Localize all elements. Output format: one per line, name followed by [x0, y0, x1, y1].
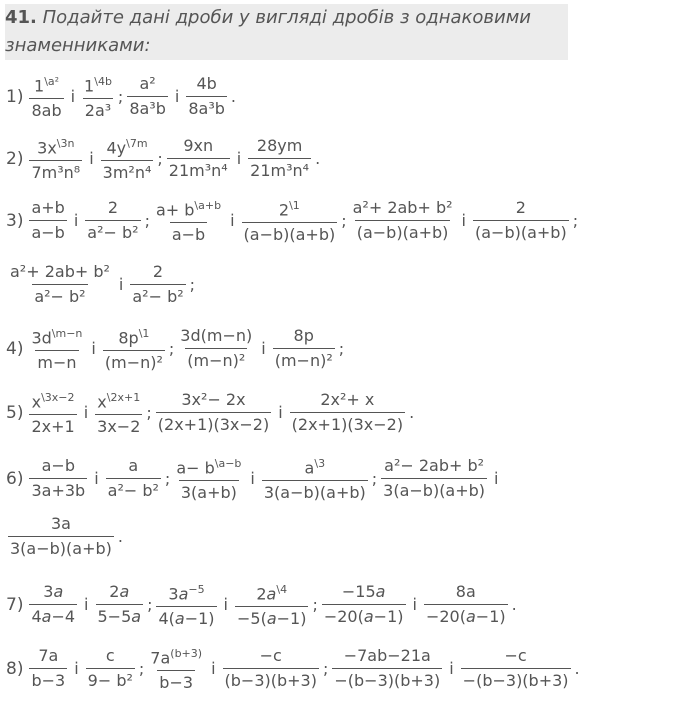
denominator: (2x+1)(3x−2): [290, 412, 405, 435]
fraction: [178, 326, 254, 371]
numerator: $3d^{\backslash m-n}$: [31, 327, 83, 348]
conjunction: і: [118, 275, 124, 294]
punctuation: ;: [338, 339, 345, 359]
punctuation: ;: [371, 469, 378, 489]
denominator: 21m³n⁴: [248, 158, 311, 181]
numerator: $2^{\backslash 1}$: [278, 199, 300, 220]
task-label: 5): [6, 402, 24, 423]
fraction: [127, 74, 168, 119]
punctuation: ;: [164, 469, 171, 489]
fraction: [248, 136, 311, 181]
fraction: [290, 390, 405, 435]
fraction: [82, 72, 114, 121]
numerator: a−b: [41, 456, 75, 476]
denominator: b−3: [29, 668, 67, 691]
denominator: 21m³n⁴: [167, 158, 230, 181]
fraction: [262, 454, 368, 503]
conjunction: і: [74, 659, 79, 679]
denominator: 3m²n⁴: [101, 160, 154, 183]
numerator: 7a: [38, 646, 59, 666]
punctuation: ;: [322, 659, 329, 679]
punctuation: ;: [572, 211, 579, 231]
denominator: a²− b²: [130, 284, 185, 307]
denominator: 5−5a: [96, 604, 144, 627]
numerator: 4b: [196, 74, 217, 94]
fraction: [273, 326, 335, 371]
fraction: [29, 582, 77, 627]
punctuation: ;: [168, 339, 175, 359]
denominator: (a−b)(a+b): [473, 220, 569, 243]
task-label: 2): [6, 148, 24, 169]
numerator: a²+ 2ab+ b²: [352, 198, 453, 218]
task-row: [6, 324, 346, 373]
conjunction: і: [412, 595, 417, 615]
denominator: a−b: [170, 222, 207, 245]
fraction: [461, 646, 571, 691]
numerator: 3x²− 2x: [181, 390, 246, 410]
punctuation: .: [574, 659, 580, 679]
numerator: −c: [504, 646, 527, 666]
fraction: [106, 456, 161, 501]
punctuation: .: [117, 527, 123, 546]
task-row: [6, 388, 416, 437]
task-label: 8): [6, 658, 24, 679]
fraction: [223, 646, 319, 691]
conjunction: і: [174, 87, 180, 107]
numerator: $7a^{(b+3)}$: [150, 647, 203, 668]
conjunction: і: [94, 469, 99, 489]
denominator: 2x+1: [29, 414, 76, 437]
numerator: 2: [152, 262, 164, 281]
numerator: −c: [259, 646, 282, 666]
fraction: [332, 646, 442, 691]
punctuation: .: [315, 149, 321, 169]
denominator: 3x−2: [95, 414, 142, 437]
fraction: [154, 196, 223, 245]
exercise-header: [5, 4, 568, 60]
denominator: m−n: [35, 350, 78, 373]
conjunction: і: [73, 211, 79, 231]
denominator: 8a³b: [186, 96, 227, 119]
task-row: [6, 514, 125, 559]
numerator: −15a: [341, 582, 386, 602]
fraction: [351, 198, 455, 243]
punctuation: ;: [312, 595, 318, 615]
fraction: [156, 390, 271, 435]
denominator: 3(a+b): [179, 480, 239, 503]
conjunction: і: [70, 87, 76, 107]
fraction: [29, 646, 67, 691]
numerator: $x^{\backslash 3x-2}$: [31, 391, 75, 412]
denominator: (m−n)²: [103, 350, 165, 373]
conjunction: і: [83, 403, 89, 423]
fraction: [103, 324, 165, 373]
denominator: −20(a−1): [322, 604, 406, 627]
fraction: [8, 262, 112, 307]
denominator: 3(a−b)(a+b): [262, 480, 368, 503]
exercise-number: 41.: [5, 7, 37, 28]
denominator: 7m³n⁸: [29, 160, 82, 183]
fraction: [101, 134, 154, 183]
fraction: [29, 456, 87, 501]
task-label: 7): [6, 594, 24, 615]
task-row: [6, 644, 582, 693]
fraction: [29, 388, 76, 437]
numerator: $3a^{-5}$: [168, 583, 205, 604]
numerator: $1^{\backslash 4b}$: [84, 75, 112, 96]
conjunction: і: [211, 659, 216, 679]
punctuation: .: [230, 87, 236, 107]
denominator: (2x+1)(3x−2): [156, 412, 271, 435]
fraction: [29, 134, 82, 183]
punctuation: ;: [189, 275, 196, 294]
task-row: [6, 72, 238, 121]
denominator: −20(a−1): [424, 604, 508, 627]
fraction: [148, 644, 204, 693]
numerator: 2: [107, 198, 119, 218]
conjunction: і: [230, 211, 235, 231]
fraction: [96, 582, 144, 627]
punctuation: ;: [117, 87, 124, 107]
fraction: [130, 262, 185, 307]
task-row: [6, 134, 322, 183]
conjunction: і: [250, 469, 255, 489]
denominator: 3(a−b)(a+b): [381, 478, 487, 501]
fraction: [186, 74, 227, 119]
denominator: (a−b)(a+b): [242, 222, 338, 245]
fraction: [156, 580, 216, 629]
fraction: [167, 136, 230, 181]
conjunction: і: [449, 659, 454, 679]
fraction: [381, 456, 487, 501]
numerator: $4y^{\backslash 7m}$: [106, 137, 148, 158]
denominator: −(b−3)(b+3): [332, 668, 442, 691]
numerator: 2a: [109, 582, 130, 602]
numerator: −7ab−21a: [343, 646, 431, 666]
fraction: [29, 324, 84, 373]
conjunction: і: [223, 595, 228, 615]
denominator: 3a+3b: [29, 478, 87, 501]
denominator: 4a−4: [29, 604, 77, 627]
fraction: [86, 646, 135, 691]
fraction: [473, 198, 569, 243]
denominator: a²− b²: [85, 220, 140, 243]
conjunction: і: [278, 403, 283, 423]
denominator: 8a³b: [127, 96, 168, 119]
task-row: [6, 196, 580, 245]
numerator: 3a: [50, 514, 71, 533]
numerator: 2x²+ x: [320, 390, 375, 410]
conjunction: і: [89, 149, 94, 169]
denominator: 3(a−b)(a+b): [8, 536, 114, 559]
fraction: [174, 454, 243, 503]
numerator: a²− 2ab+ b²: [384, 456, 485, 476]
task-row: [6, 580, 519, 629]
numerator: 8a: [455, 582, 476, 602]
denominator: a²− b²: [32, 284, 87, 307]
numerator: 3a: [43, 582, 64, 602]
punctuation: .: [511, 595, 517, 615]
denominator: (b−3)(b+3): [223, 668, 319, 691]
task-label: 4): [6, 338, 24, 359]
task-row: [6, 262, 197, 307]
denominator: −5(a−1): [235, 606, 308, 629]
denominator: −(b−3)(b+3): [461, 668, 571, 691]
numerator: 3d(m−n): [180, 326, 253, 346]
punctuation: ;: [138, 659, 145, 679]
numerator: $a+ b^{\backslash a+b}$: [155, 199, 222, 220]
task-label: 1): [6, 86, 24, 107]
fraction: [424, 582, 508, 627]
fraction: [95, 388, 142, 437]
denominator: 8ab: [29, 98, 63, 121]
fraction: [29, 198, 66, 243]
denominator: a−b: [29, 220, 66, 243]
task-label: 6): [6, 468, 24, 489]
task-label: 3): [6, 210, 24, 231]
conjunction: і: [494, 469, 499, 489]
denominator: a²− b²: [106, 478, 161, 501]
numerator: a: [128, 456, 139, 476]
numerator: a²+ 2ab+ b²: [10, 262, 110, 281]
numerator: a+b: [31, 198, 65, 218]
punctuation: ;: [341, 211, 347, 231]
fraction: [29, 72, 63, 121]
numerator: $8p^{\backslash 1}$: [118, 327, 150, 348]
fraction: [322, 582, 406, 627]
numerator: $1^{\backslash a^2}$: [34, 75, 60, 96]
conjunction: і: [84, 595, 89, 615]
denominator: 2a³: [83, 98, 113, 121]
conjunction: і: [461, 211, 466, 231]
denominator: b−3: [157, 670, 195, 693]
fraction: [85, 198, 140, 243]
numerator: c: [105, 646, 115, 666]
denominator: 4(a−1): [156, 606, 216, 629]
numerator: 8p: [293, 326, 314, 346]
conjunction: і: [91, 339, 96, 359]
punctuation: ;: [144, 211, 150, 231]
numerator: 2: [515, 198, 526, 218]
conjunction: і: [261, 339, 266, 359]
numerator: 28ym: [256, 136, 303, 156]
punctuation: .: [409, 403, 415, 423]
numerator: 9xn: [183, 136, 214, 156]
exercise-text-line2: знаменниками:: [5, 35, 151, 56]
fraction: [242, 196, 338, 245]
exercise-text-line1: Подайте дані дроби у вигляді дробів з однаковими: [42, 7, 531, 28]
numerator: $2a^{\backslash 4}$: [256, 583, 288, 604]
fraction: [235, 580, 308, 629]
denominator: (m−n)²: [273, 348, 335, 371]
punctuation: ;: [157, 149, 163, 169]
punctuation: ;: [146, 403, 152, 423]
numerator: $a- b^{\backslash a-b}$: [176, 457, 242, 478]
conjunction: і: [236, 149, 242, 169]
numerator: $3x^{\backslash 3n}$: [37, 137, 75, 158]
fraction: [8, 514, 114, 559]
numerator: $a^{\backslash 3}$: [304, 457, 326, 478]
punctuation: ;: [147, 595, 153, 615]
task-row: [6, 454, 504, 503]
numerator: $x^{\backslash 2x+1}$: [97, 391, 141, 412]
denominator: 9− b²: [86, 668, 135, 691]
denominator: (m−n)²: [185, 348, 247, 371]
numerator: a²: [139, 74, 156, 94]
denominator: (a−b)(a+b): [355, 220, 451, 243]
